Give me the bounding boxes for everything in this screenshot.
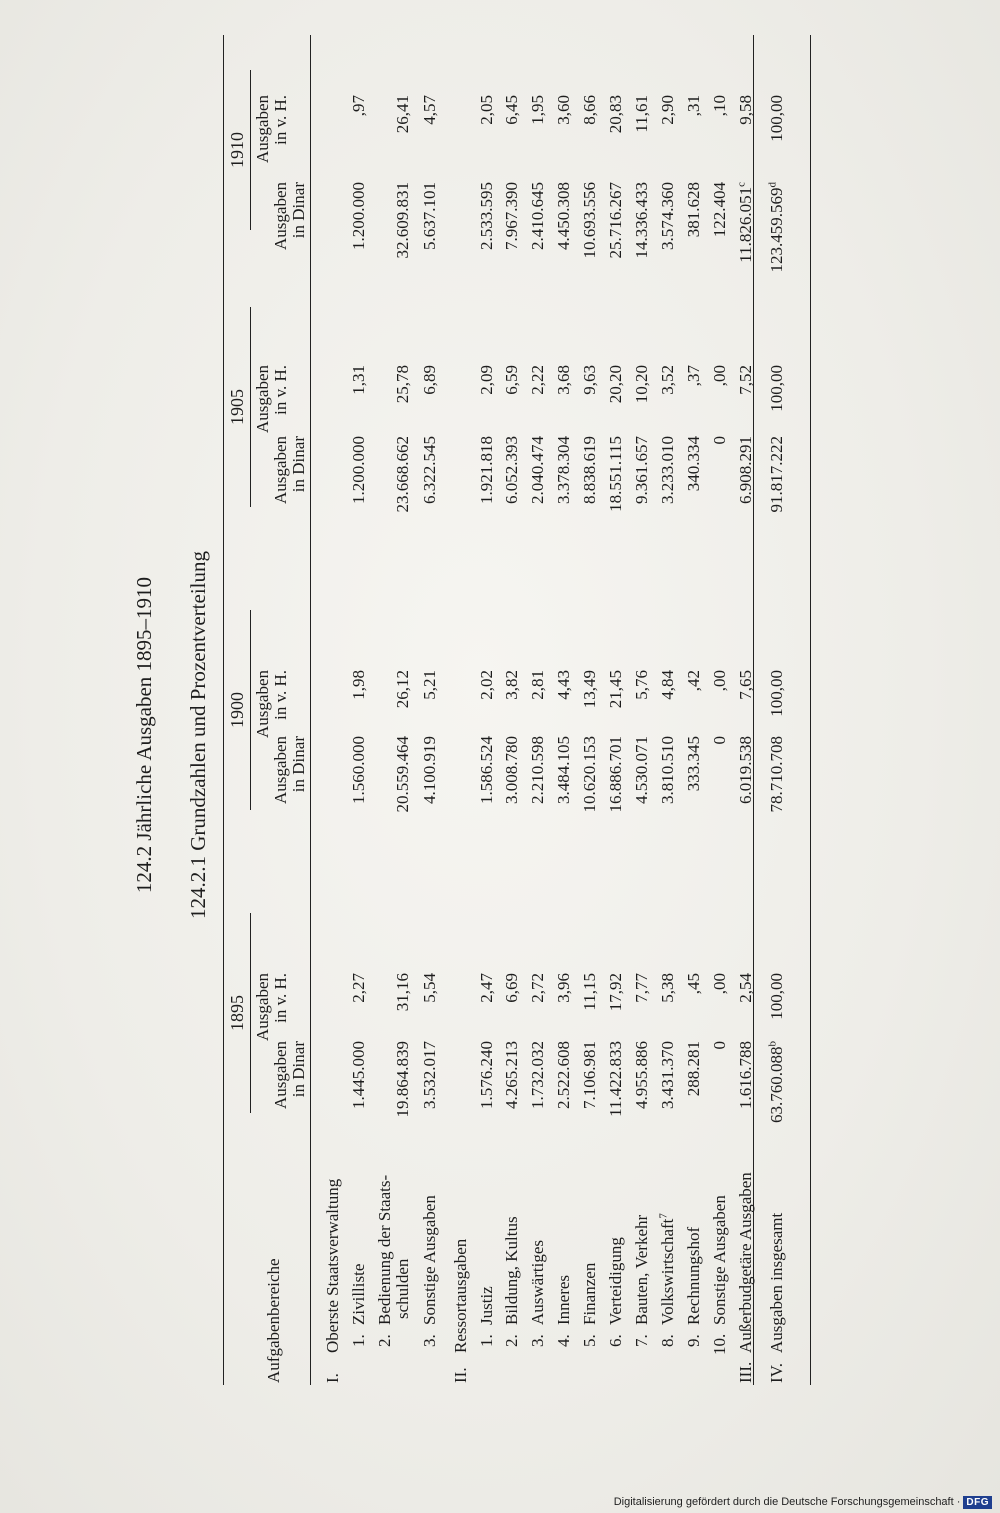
dfg-logo: DFG (963, 1496, 992, 1509)
total-percent: 100,00 (767, 973, 786, 1020)
cell-dinar: 6.322.545 (420, 436, 439, 504)
row-number: 3. (528, 1334, 547, 1347)
row-number: III. (736, 1361, 755, 1383)
row-label: Rechnungshof (684, 1226, 703, 1325)
cell-percent: 5,21 (420, 670, 439, 700)
year-underline (250, 610, 251, 810)
cell-percent: 13,49 (580, 670, 599, 709)
row-number: 9. (684, 1334, 703, 1347)
row-number: 5. (580, 1334, 599, 1347)
cell-dinar: 122.404 (710, 182, 729, 238)
cell-dinar: 4.955.886 (632, 1041, 651, 1109)
row-number: 3. (420, 1334, 439, 1347)
row-number: 2. (502, 1334, 521, 1347)
cell-percent: 6,69 (502, 973, 521, 1003)
total-dinar: 123.459.569$^d$ (766, 182, 786, 273)
row-label: Volkswirtschaft$^7$ (657, 1213, 677, 1325)
total-dinar: 91.817.222 (767, 436, 786, 513)
row-label: Sonstige Ausgaben (420, 1195, 439, 1325)
cell-dinar: 4.100.919 (420, 736, 439, 804)
cell-percent: 2,22 (528, 365, 547, 395)
subheader-dinar-1: Ausgaben (271, 736, 290, 804)
row-label: Bedienung der Staats- (375, 1174, 394, 1325)
row-label: Oberste Staatsverwaltung (323, 1178, 342, 1353)
cell-percent: 3,82 (502, 670, 521, 700)
cell-percent: 4,57 (420, 95, 439, 125)
subheader-pct-1: Ausgaben (253, 95, 272, 163)
row-label: Außerbudgetäre Ausgaben (736, 1172, 755, 1353)
table-bottom-rule (810, 35, 811, 1385)
rotated-page-content (110, 35, 830, 1435)
cell-dinar: 6.052.393 (502, 436, 521, 504)
cell-dinar: 11.422.833 (606, 1041, 625, 1117)
cell-dinar: 14.336.433 (632, 182, 651, 259)
cell-percent: 4,43 (554, 670, 573, 700)
cell-dinar: 25.716.267 (606, 182, 625, 259)
cell-dinar: 1.586.524 (477, 736, 496, 804)
cell-dinar: 1.576.240 (477, 1041, 496, 1109)
cell-percent: 17,92 (606, 973, 625, 1012)
cell-percent: 31,16 (393, 973, 412, 1012)
cell-percent: 25,78 (393, 365, 412, 404)
cell-percent: 2,09 (477, 365, 496, 395)
total-dinar: 78.710.708 (767, 736, 786, 813)
cell-dinar: 0 (710, 1041, 729, 1050)
total-percent: 100,00 (767, 670, 786, 717)
cell-dinar: 5.637.101 (420, 182, 439, 250)
cell-percent: 9,58 (736, 95, 755, 125)
year-header-1895: 1895 (227, 995, 247, 1031)
cell-percent: 8,66 (580, 95, 599, 125)
cell-dinar: 1.200.000 (349, 436, 368, 504)
subheader-dinar-2: in Dinar (289, 1041, 308, 1098)
cell-dinar: 2.522.608 (554, 1041, 573, 1109)
cell-dinar: 0 (710, 436, 729, 445)
cell-percent: 4,84 (658, 670, 677, 700)
cell-dinar: 340.334 (684, 436, 703, 492)
total-dinar: 63.760.088$^b$ (766, 1041, 786, 1123)
cell-percent: ,00 (710, 670, 729, 692)
cell-percent: 2,54 (736, 973, 755, 1003)
cell-percent: 2,05 (477, 95, 496, 125)
subheader-dinar-2: in Dinar (289, 182, 308, 239)
cell-dinar: 2.210.598 (528, 736, 547, 804)
subheader-pct-2: in v. H. (271, 95, 290, 145)
year-underline (250, 913, 251, 1113)
cell-percent: 6,89 (420, 365, 439, 395)
header-bottom-rule (310, 35, 311, 1385)
cell-dinar: 3.431.370 (658, 1041, 677, 1109)
row-number: II. (451, 1367, 470, 1383)
cell-percent: 2,90 (658, 95, 677, 125)
total-separator-rule (753, 35, 754, 1385)
cell-percent: 3,60 (554, 95, 573, 125)
cell-dinar: 1.200.000 (349, 182, 368, 250)
cell-dinar: 1.445.000 (349, 1041, 368, 1109)
cell-dinar: 288.281 (684, 1041, 703, 1097)
cell-percent: 7,77 (632, 973, 651, 1003)
cell-dinar: 3.532.017 (420, 1041, 439, 1109)
footnote-mark: 7 (657, 1213, 670, 1219)
cell-percent: ,00 (710, 973, 729, 995)
cell-dinar: 1.616.788 (736, 1041, 755, 1109)
cell-dinar: 3.008.780 (502, 736, 521, 804)
cell-dinar: 23.668.662 (393, 436, 412, 513)
subheader-dinar-1: Ausgaben (271, 436, 290, 504)
cell-percent: 3,96 (554, 973, 573, 1003)
total-percent: 100,00 (767, 365, 786, 412)
cell-percent: 6,45 (502, 95, 521, 125)
cell-dinar: 2.040.474 (528, 436, 547, 504)
cell-dinar: 19.864.839 (393, 1041, 412, 1118)
subheader-dinar-2: in Dinar (289, 736, 308, 793)
row-label: Finanzen (580, 1262, 599, 1325)
cell-dinar: 3.574.360 (658, 182, 677, 250)
row-label: Ressortausgaben (451, 1238, 470, 1353)
cell-dinar: 3.378.304 (554, 436, 573, 504)
cell-percent: 2,02 (477, 670, 496, 700)
cell-dinar: 4.450.308 (554, 182, 573, 250)
cell-percent: 26,41 (393, 95, 412, 134)
cell-percent: 2,47 (477, 973, 496, 1003)
cell-dinar: 8.838.619 (580, 436, 599, 504)
footnote-mark: c (735, 182, 748, 187)
subheader-pct-1: Ausgaben (253, 670, 272, 738)
cell-dinar: 0 (710, 736, 729, 745)
subheader-pct-2: in v. H. (271, 365, 290, 415)
cell-dinar: 20.559.464 (393, 736, 412, 813)
cell-dinar: 2.533.595 (477, 182, 496, 250)
row-number: 1. (349, 1334, 368, 1347)
year-header-1900: 1900 (227, 692, 247, 728)
row-number: 8. (658, 1334, 677, 1347)
cell-dinar: 4.530.071 (632, 736, 651, 804)
cell-percent: 6,59 (502, 365, 521, 395)
cell-percent: ,37 (684, 365, 703, 387)
row-number: 6. (606, 1334, 625, 1347)
cell-dinar: 7.106.981 (580, 1041, 599, 1109)
cell-percent: 20,20 (606, 365, 625, 404)
digitization-footer (614, 1496, 992, 1509)
row-label: Ausgaben insgesamt (767, 1212, 786, 1353)
cell-percent: 2,81 (528, 670, 547, 700)
cell-percent: ,45 (684, 973, 703, 995)
cell-dinar: 6.908.291 (736, 436, 755, 504)
subheader-dinar-2: in Dinar (289, 436, 308, 493)
footnote-mark: d (766, 182, 779, 188)
cell-dinar: 381.628 (684, 182, 703, 238)
row-label: schulden (393, 1258, 412, 1319)
row-label: Inneres (554, 1274, 573, 1325)
cell-dinar: 1.921.818 (477, 436, 496, 504)
row-label: Sonstige Ausgaben (710, 1195, 729, 1325)
cell-percent: ,00 (710, 365, 729, 387)
header-top-rule (223, 35, 224, 1385)
row-label: Zivilliste (349, 1263, 368, 1325)
cell-percent: 1,95 (528, 95, 547, 125)
cell-percent: 5,54 (420, 973, 439, 1003)
year-underline (250, 307, 251, 507)
row-label: Bildung, Kultus (502, 1216, 521, 1325)
row-number: 7. (632, 1334, 651, 1347)
cell-dinar: 32.609.831 (393, 182, 412, 259)
cell-percent: 11,61 (632, 95, 651, 133)
cell-dinar: 4.265.213 (502, 1041, 521, 1109)
row-label: Justiz (477, 1286, 496, 1325)
subheader-pct-1: Ausgaben (253, 973, 272, 1041)
cell-percent: 5,76 (632, 670, 651, 700)
cell-dinar: 1.560.000 (349, 736, 368, 804)
table-title: 124.2 Jährliche Ausgaben 1895–1910 (132, 576, 156, 894)
cell-percent: ,42 (684, 670, 703, 692)
row-label: Bauten, Verkehr (632, 1214, 651, 1325)
cell-percent: 2,27 (349, 973, 368, 1003)
cell-dinar: 2.410.645 (528, 182, 547, 250)
cell-percent: 2,72 (528, 973, 547, 1003)
total-percent: 100,00 (767, 95, 786, 142)
column-header-area: Aufgabenbereiche (264, 1258, 283, 1383)
cell-dinar: 6.019.538 (736, 736, 755, 804)
subheader-dinar-1: Ausgaben (271, 182, 290, 250)
row-number: 1. (477, 1334, 496, 1347)
cell-dinar: 333.345 (684, 736, 703, 792)
cell-dinar: 18.551.115 (606, 436, 625, 512)
subheader-pct-1: Ausgaben (253, 365, 272, 433)
cell-dinar: 7.967.390 (502, 182, 521, 250)
row-label: Verteidigung (606, 1237, 625, 1325)
cell-percent: ,10 (710, 95, 729, 117)
row-label: Auswärtiges (528, 1240, 547, 1325)
subheader-pct-2: in v. H. (271, 670, 290, 720)
row-number: IV. (767, 1363, 786, 1383)
footnote-mark: b (766, 1041, 779, 1047)
cell-dinar: 16.886.701 (606, 736, 625, 813)
cell-percent: 5,38 (658, 973, 677, 1003)
cell-dinar: 3.484.105 (554, 736, 573, 804)
cell-percent: 1,31 (349, 365, 368, 395)
subheader-dinar-1: Ausgaben (271, 1041, 290, 1109)
cell-percent: ,97 (349, 95, 368, 117)
cell-percent: 3,52 (658, 365, 677, 395)
cell-percent: 20,83 (606, 95, 625, 134)
year-header-1905: 1905 (227, 389, 247, 425)
cell-dinar: 10.693.556 (580, 182, 599, 259)
row-number: 10. (710, 1333, 729, 1355)
row-number: 2. (375, 1334, 394, 1347)
cell-percent: 9,63 (580, 365, 599, 395)
cell-dinar: 3.810.510 (658, 736, 677, 804)
row-number: 4. (554, 1334, 573, 1347)
row-number: I. (323, 1373, 342, 1383)
cell-percent: 7,65 (736, 670, 755, 700)
cell-percent: ,31 (684, 95, 703, 117)
cell-percent: 1,98 (349, 670, 368, 700)
cell-percent: 11,15 (580, 973, 599, 1011)
cell-percent: 7,52 (736, 365, 755, 395)
subheader-pct-2: in v. H. (271, 973, 290, 1023)
cell-percent: 10,20 (632, 365, 651, 404)
cell-percent: 3,68 (554, 365, 573, 395)
table-subtitle: 124.2.1 Grundzahlen und Prozentverteilung (186, 551, 210, 919)
cell-percent: 21,45 (606, 670, 625, 709)
cell-dinar: 1.732.032 (528, 1041, 547, 1109)
year-header-1910: 1910 (227, 132, 247, 168)
year-underline (250, 70, 251, 230)
cell-dinar: 3.233.010 (658, 436, 677, 504)
cell-dinar: 11.826.051$^c$ (735, 182, 755, 263)
cell-dinar: 9.361.657 (632, 436, 651, 504)
footer-text: Digitalisierung gefördert durch die Deutsche Forschungsgemeinschaft · (613, 1496, 961, 1508)
cell-percent: 26,12 (393, 670, 412, 709)
cell-dinar: 10.620.153 (580, 736, 599, 813)
